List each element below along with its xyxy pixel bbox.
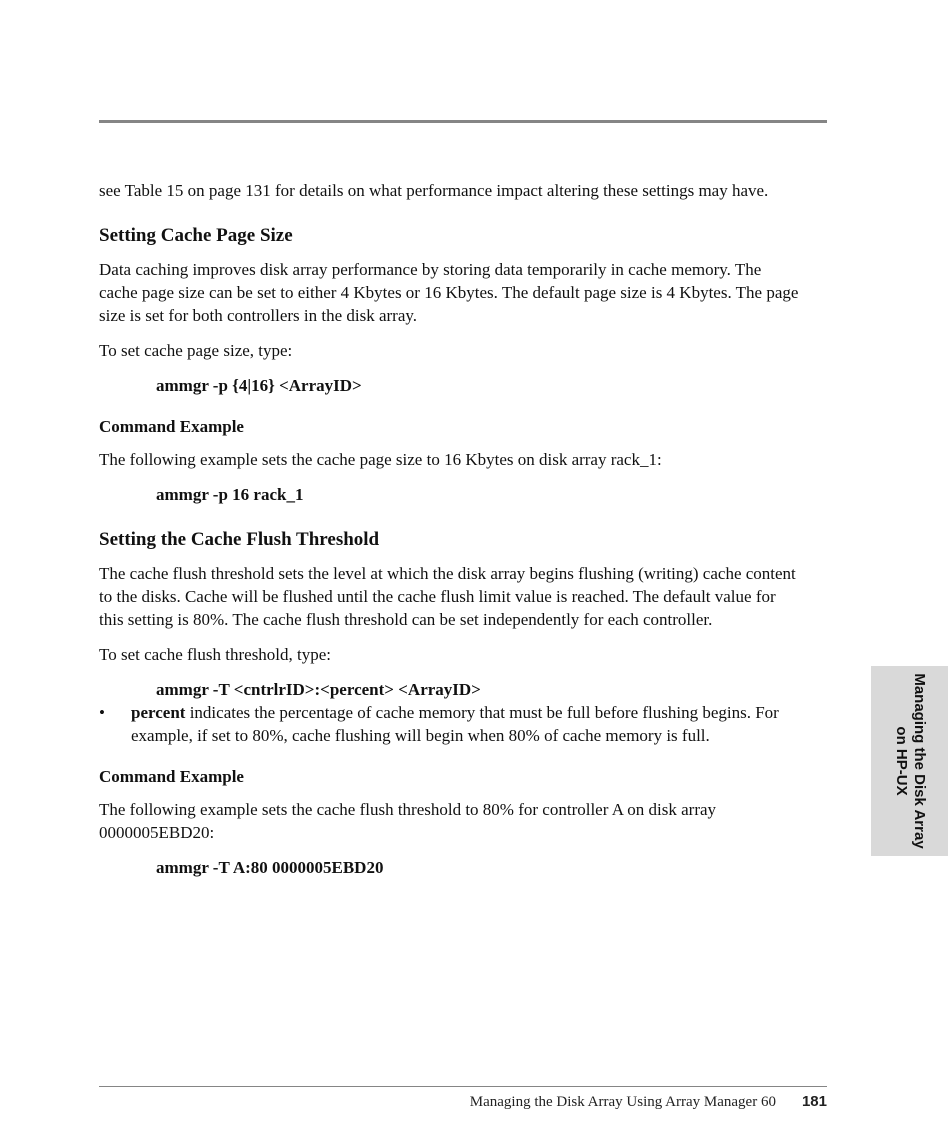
cache-flush-paragraph: The cache flush threshold sets the level at which the disk array begins flushing (writing) cache content to the disks. Cache will be flushed until the cache flush limit value is reached. The default value for this setting is 80%. The cache flush threshold can be set independently for each controller. (99, 564, 796, 629)
chapter-side-tab (871, 666, 948, 856)
intro-paragraph: see Table 15 on page 131 for details on what performance impact altering these settings may have. (99, 181, 769, 200)
bullet-icon: • (99, 703, 105, 722)
page-footer (470, 1092, 827, 1112)
cache-page-size-command: ammgr -p {4|16} <ArrayID> (156, 376, 362, 395)
page-body (99, 179, 799, 879)
section-heading-cache-flush-threshold: Setting the Cache Flush Threshold (99, 529, 380, 550)
footer-title: Managing the Disk Array Using Array Manager 60 (469, 1094, 776, 1110)
percent-bullet-item (99, 701, 799, 747)
side-tab-text (892, 673, 928, 848)
bullet-text: indicates the percentage of cache memory that must be full before flushing begins. For example, if set to 80%, cache flushing will begin when 80% of cache memory is full. (131, 703, 779, 745)
command-example-text-1: The following example sets the cache page size to 16 Kbytes on disk array rack_1: (99, 450, 662, 469)
cache-page-size-paragraph: Data caching improves disk array performance by storing data temporarily in cache memory. The cache page size can be set to either 4 Kbytes or 16 Kbytes. The default page size is 4 Kbytes. The page size is set for both controllers in the disk array. (99, 260, 799, 325)
cache-page-size-instruction: To set cache page size, type: (99, 341, 293, 360)
command-example-code-1: ammgr -p 16 rack_1 (156, 485, 304, 504)
cache-flush-command: ammgr -T <cntrlrID>:<percent> <ArrayID> (156, 680, 481, 699)
command-example-text-2: The following example sets the cache flush threshold to 80% for controller A on disk array 0000005EBD20: (99, 800, 717, 842)
bullet-term: percent (131, 703, 186, 722)
command-example-code-2: ammgr -T A:80 0000005EBD20 (156, 858, 384, 877)
footer-rule (99, 1086, 827, 1087)
section-heading-cache-page-size: Setting Cache Page Size (99, 225, 293, 246)
side-tab-line-2: on HP-UX (892, 726, 910, 796)
page-number: 181 (801, 1093, 827, 1110)
command-example-heading-1: Command Example (99, 417, 244, 436)
header-rule (99, 120, 827, 123)
cache-flush-instruction: To set cache flush threshold, type: (99, 645, 332, 664)
side-tab-line-1: Managing the Disk Array (910, 673, 928, 849)
command-example-heading-2: Command Example (99, 767, 244, 786)
